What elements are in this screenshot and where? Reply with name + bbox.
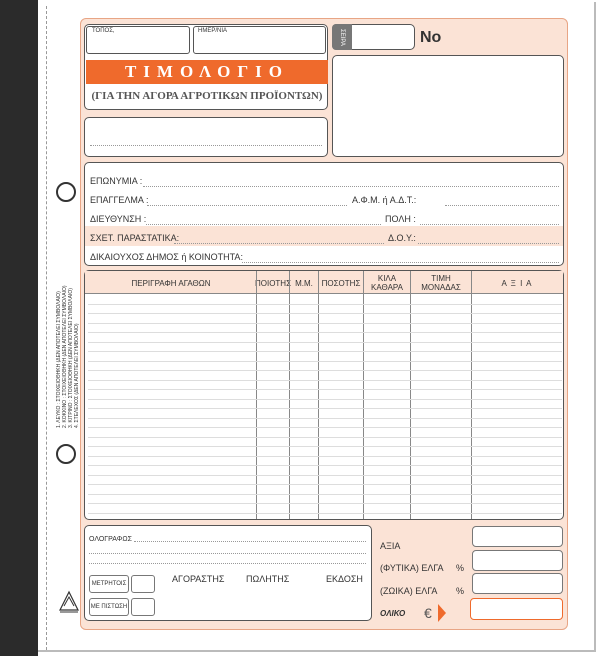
col-separator [318,271,319,519]
seller-signature-label: ΠΩΛΗΤΗΣ [246,574,290,584]
col-separator [471,271,472,519]
animal-levy-percent: % [456,586,465,596]
doy-line[interactable] [418,243,559,244]
col-net-kg-line2: ΚΑΘΑΡΑ [371,283,403,292]
table-row[interactable] [88,370,562,371]
col-separator [410,271,411,519]
document-subtitle: (ΓΙΑ ΤΗΝ ΑΓΟΡΑ ΑΓΡΟΤΙΚΩΝ ΠΡΟΪΟΝΤΩΝ) [91,90,323,102]
table-row[interactable] [88,446,562,447]
col-separator [289,271,290,519]
customer-box [84,162,564,266]
binding-strip [0,0,38,656]
publisher-logo-icon [58,588,80,614]
col-quantity: ΠΟΣΟΤΗΣ [321,278,361,288]
document-title: ΤΙΜΟΛΟΓΙΟ [86,60,328,84]
cash-checkbox[interactable] [131,575,155,593]
in-words-line-3[interactable] [89,563,366,564]
col-net-kg-line1: ΚΙΛΑ [377,274,397,283]
table-row[interactable] [88,494,562,495]
issuer-box[interactable] [84,117,328,157]
credit-option[interactable]: ΜΕ ΠΙΣΤΩΣΗ [89,598,129,616]
table-row[interactable] [88,427,562,428]
table-row[interactable] [88,418,562,419]
copies-legend [56,238,80,428]
in-words-line-2[interactable] [89,553,366,554]
name-line[interactable] [143,186,559,187]
col-unit-price-line1: ΤΙΜΗ [431,274,451,283]
perforation-line [46,6,47,650]
punch-hole [56,444,76,464]
table-row[interactable] [88,475,562,476]
plant-levy-percent: % [456,563,465,573]
place-label: ΤΟΠΟΣ, [92,28,115,34]
in-words-label: ΟΛΟΓΡΑΦΩΣ [89,536,132,543]
table-row[interactable] [88,437,562,438]
animal-levy-field[interactable] [472,573,563,594]
col-quality: ΠΟΙΟΤΗΣ [254,278,292,288]
table-row[interactable] [88,361,562,362]
municipality-line[interactable] [242,262,559,263]
animal-levy-label: (ΖΩΙΚΑ) ΕΛΓΑ [380,586,438,596]
col-unit-price [411,272,471,294]
cash-option[interactable]: ΜΕΤΡΗΤΟΙΣ [89,575,129,593]
col-separator [256,271,257,519]
table-row[interactable] [88,399,562,400]
euro-icon: € [424,605,432,621]
col-separator [363,271,364,519]
in-words-line[interactable] [134,541,366,542]
copies-legend-line: 1. ΛΕΥΚΟ : ΣΤΟΙΧΕΙΟΘΗΚΗ (ΔΕΝ ΑΠΟΤΕΛΕΙ ΣΥΜΒΟΛΑΙΟ) [56,291,62,428]
afm-line[interactable] [445,205,559,206]
related-docs-label: ΣΧΕΤ. ΠΑΡΑΣΤΑΤΙΚΑ: [90,233,180,243]
table-row[interactable] [88,465,562,466]
address-line[interactable] [146,224,381,225]
col-net-kg [364,272,410,294]
value-field[interactable] [472,526,563,547]
city-line[interactable] [420,224,559,225]
plant-levy-label: (ΦΥΤΙΚΑ) ΕΛΓΑ [380,563,444,573]
copies-legend-line: 4. ΣΤΕΛΕΧΟΣ (ΔΕΝ ΑΠΟΤΕΛΕΙ ΣΥΜΒΟΛΑΙΟ) [74,323,80,428]
table-row[interactable] [88,503,562,504]
col-description: ΠΕΡΙΓΡΑΦΗ ΑΓΑΘΩΝ [131,278,211,288]
items-table [84,270,564,520]
table-row[interactable] [88,513,562,514]
table-row[interactable] [88,380,562,381]
table-row[interactable] [88,389,562,390]
profession-line[interactable] [147,205,347,206]
table-row[interactable] [88,408,562,409]
issuer-dotted-line [90,145,322,146]
number-label: No [420,29,442,46]
table-row[interactable] [88,456,562,457]
afm-label: Α.Φ.Μ. ή Α.Δ.Τ.: [352,195,417,205]
issue-label: ΕΚΔΟΣΗ [326,574,363,584]
table-row[interactable] [88,313,562,314]
value-label: ΑΞΙΑ [380,541,401,551]
table-row[interactable] [88,304,562,305]
address-label: ΔΙΕΥΘΥΝΣΗ : [90,214,147,224]
col-unit-price-line2: ΜΟΝΑΔΑΣ [421,283,461,292]
profession-label: ΕΠΑΓΓΕΛΜΑ : [90,195,149,205]
table-row[interactable] [88,484,562,485]
table-row[interactable] [88,332,562,333]
buyer-signature-label: ΑΓΟΡΑΣΤΗΣ [172,574,225,584]
copies-legend-line: 2. ΚΟΚΚΙΝΟ : ΣΤΟΙΧΕΙΟΘΗΚΗ (ΔΕΝ ΑΠΟΤΕΛΕΙ ΣΥΜΒΟΛΑΙΟ) [62,285,68,428]
date-label: ΗΜΕΡ/ΝΙΑ [198,28,228,34]
total-field[interactable] [470,598,563,620]
seller-stamp-box[interactable] [332,55,564,157]
table-row[interactable] [88,342,562,343]
municipality-label: ΔΙΚΑΙΟΥΧΟΣ ΔΗΜΟΣ ή ΚΟΙΝΟΤΗΤΑ: [90,252,243,262]
arrow-right-icon [438,604,446,622]
related-docs-line[interactable] [174,243,384,244]
col-value: Α Ξ Ι Α [501,278,533,288]
credit-checkbox[interactable] [131,598,155,616]
punch-hole [56,182,76,202]
copies-legend-line: 3. ΚΙΤΡΙΝΟ : ΣΤΟΙΧΕΙΟΘΗΚΗ (ΔΕΝ ΑΠΟΤΕΛΕΙ ΣΥΜΒΟΛΑΙΟ) [68,288,74,428]
col-unit: Μ.Μ. [295,278,313,288]
table-row[interactable] [88,351,562,352]
plant-levy-field[interactable] [472,550,563,571]
total-label: ΟΛΙΚΟ [380,609,406,618]
table-row[interactable] [88,323,562,324]
name-label: ΕΠΩΝΥΜΙΑ : [90,176,143,186]
doy-label: Δ.Ο.Υ.: [388,233,416,243]
series-label: ΣΕΙΡΑ [332,24,352,50]
city-label: ΠΟΛΗ : [385,214,416,224]
